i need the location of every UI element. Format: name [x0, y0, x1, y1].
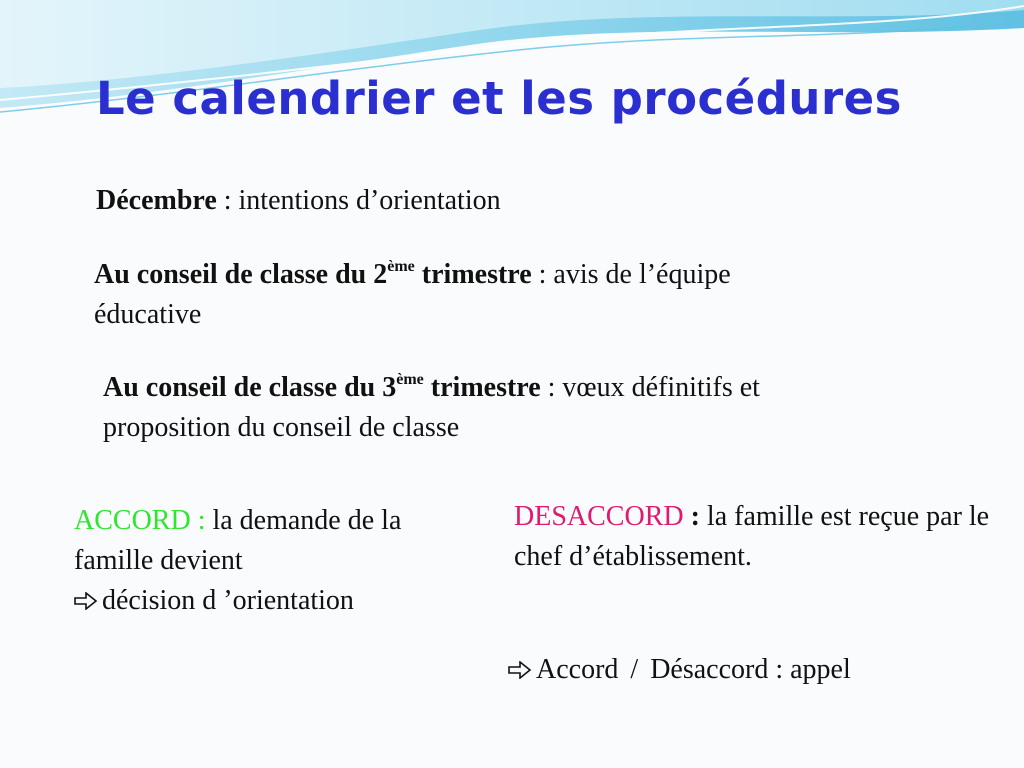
- accord-line1: la demande de la famille devient: [74, 505, 402, 576]
- desaccord-label: DESACCORD: [514, 501, 684, 532]
- item-conseil-3e-trimestre: [103, 368, 823, 448]
- item3-label-b: trimestre: [423, 372, 541, 403]
- slide-title: Le calendrier et les procédures: [96, 72, 902, 125]
- appeal-line: [508, 650, 851, 690]
- item2-superscript: ème: [387, 258, 415, 275]
- appeal-accord: Accord: [536, 654, 619, 685]
- item-decembre-text: : intentions d’orientation: [216, 185, 501, 216]
- appeal-desaccord: Désaccord : appel: [650, 654, 851, 685]
- item-decembre-label: Décembre: [96, 185, 217, 216]
- item2-label-b: trimestre: [414, 259, 532, 290]
- accord-block: [74, 501, 454, 621]
- item-conseil-2e-trimestre: [94, 255, 824, 335]
- item3-superscript: ème: [396, 371, 424, 388]
- item3-label-a: Au conseil de classe du 3: [103, 372, 397, 403]
- appeal-separator: /: [630, 654, 639, 685]
- item2-label-a: Au conseil de classe du 2: [94, 259, 388, 290]
- desaccord-block: [514, 497, 1014, 577]
- desaccord-text: la famille est reçue par le chef d’établissement.: [514, 501, 990, 572]
- accord-line2: décision d ’orientation: [102, 585, 354, 616]
- item3-text: : vœux définitifs et proposition du conseil de classe: [103, 372, 760, 443]
- item-decembre: [96, 181, 501, 221]
- arrow-right-outline-icon: [508, 661, 532, 679]
- arrow-right-outline-icon: [74, 592, 98, 610]
- item2-text: : avis de l’équipe éducative: [94, 259, 731, 330]
- desaccord-colon: :: [683, 501, 700, 532]
- accord-label: ACCORD :: [74, 505, 213, 536]
